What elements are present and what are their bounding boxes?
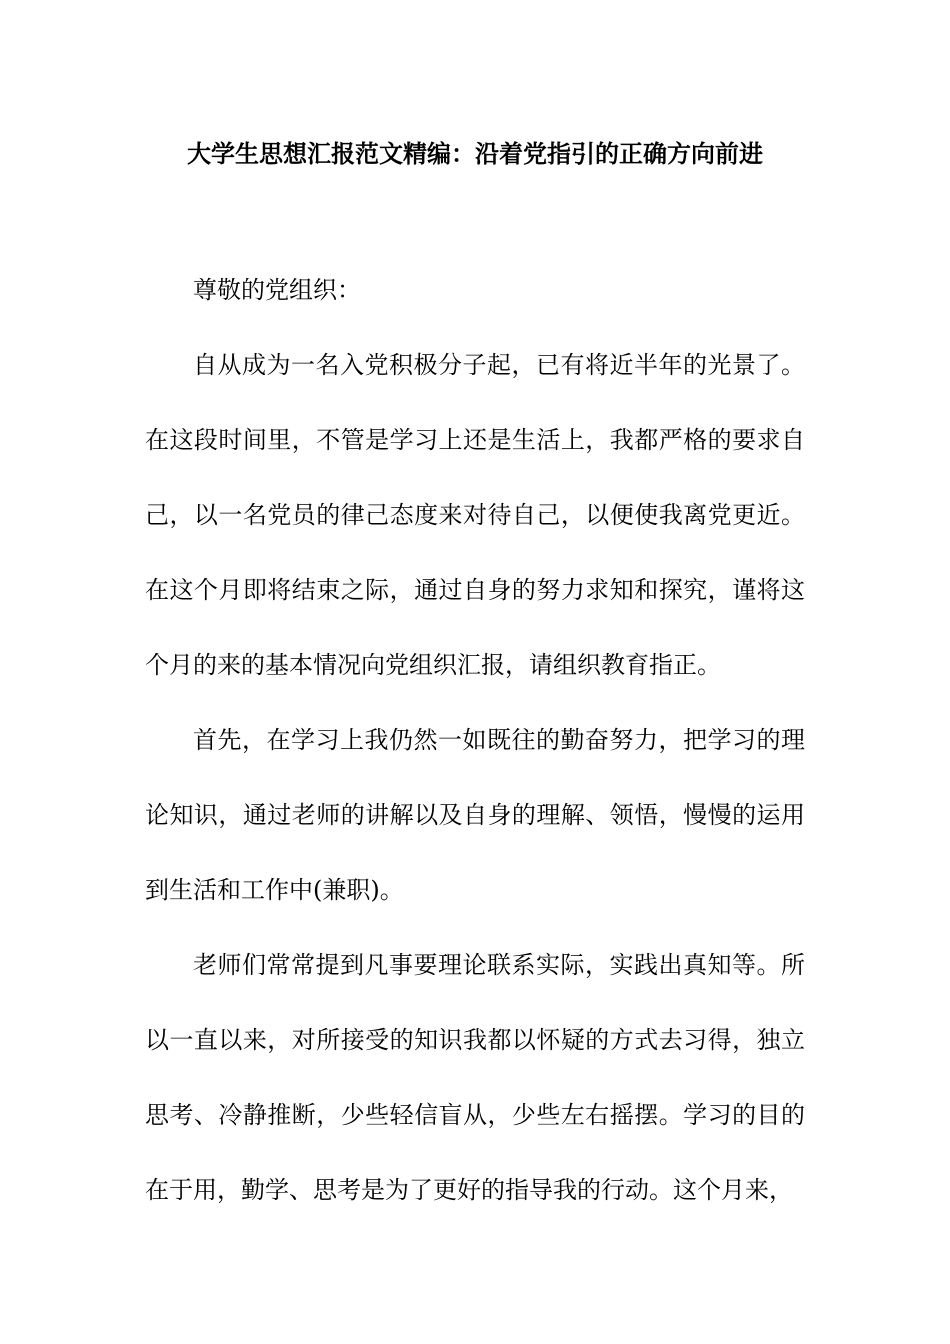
document-body: [145, 253, 805, 1228]
paragraph-2: 首先，在学习上我仍然一如既往的勤奋努力，把学习的理论知识，通过老师的讲解以及自身的理解、领悟，慢慢的运用到生活和工作中(兼职)。: [145, 726, 805, 904]
salutation: 尊敬的党组织：: [193, 276, 361, 304]
document-title: 大学生思想汇报范文精编：沿着党指引的正确方向前进: [187, 139, 763, 168]
paragraph-3: 老师们常常提到凡事要理论联系实际，实践出真知等。所以一直以来，对所接受的知识我都以怀疑的方式去习得，独立思考、冷静推断，少些轻信盲从，少些左右摇摆。学习的目的在于用，勤学、思考是为了更好的指导我的行动。这个月来，: [145, 951, 805, 1204]
paragraph-1: 自从成为一名入党积极分子起，已有将近半年的光景了。在这段时间里，不管是学习上还是生活上，我都严格的要求自己，以一名党员的律己态度来对待自己，以便使我离党更近。在这个月即将结束之际，通过自身的努力求知和探究，谨将这个月的来的基本情况向党组织汇报，请组织教育指正。: [145, 351, 805, 679]
